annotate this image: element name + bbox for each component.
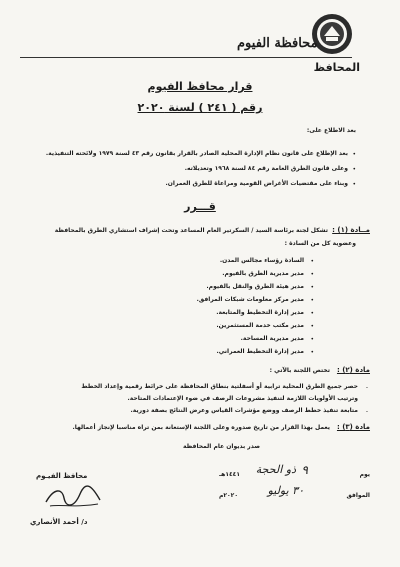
bullet-icon: • [352, 166, 356, 173]
article2-task: وترتيب الأولويات اللازمة لتنفيذ مشروعات الرصف في ضوء الإعتمادات المتاحة. [127, 395, 358, 402]
preamble-item: بعد الإطلاع على قانون نظام الإدارة المحلية الصادر بالقرار بقانون رقم ٤٣ لسنة ١٩٧٩ ولائحته التنفيذية. [45, 150, 348, 157]
article3-label: مادة (٣) : [336, 423, 370, 431]
decided-label: قـــرر [184, 200, 216, 213]
governorate-name: محافظة الفيوم [237, 36, 318, 51]
article1-label: مــادة (١) : [332, 226, 370, 234]
bullet-icon: - [365, 384, 368, 391]
header-divider [20, 57, 352, 58]
bullet-icon: • [352, 181, 356, 188]
hijri-year: ١٤٤١هـ [219, 471, 240, 478]
bullet-icon: • [352, 151, 356, 158]
hijri-day: ٩ [301, 463, 308, 477]
article1-text: وعضوية كل من السادة : [284, 240, 356, 247]
member-item: مدير مديرية الطرق بالفيوم. [222, 270, 304, 277]
hijri-month-handwritten: ذو الحجة [255, 463, 296, 476]
preamble-item: وعلى قانون الطرق العامة رقم ٨٤ لسنة ١٩٦٨ وتعديلاته. [184, 165, 348, 172]
bullet-icon: - [365, 408, 368, 415]
bullet-icon: • [310, 284, 314, 291]
bullet-icon: • [310, 258, 314, 265]
handwritten-signature-icon [40, 482, 106, 512]
member-item: مدير مديرية المساحة. [240, 335, 304, 342]
article3-text: يعمل بهذا القرار من تاريخ صدوره وعلى اللجنة الإستعانة بمن تراه مناسبا لإنجاز أعمالها. [72, 424, 330, 431]
member-item: مدير مكتب خدمة المستثمرين. [216, 322, 304, 329]
day-label: يوم [359, 471, 370, 478]
signatory-name: د/ أحمد الأنصاري [30, 518, 88, 526]
bullet-icon: • [310, 336, 314, 343]
bullet-icon: • [310, 297, 314, 304]
signature-title: محافظ الفيـوم [36, 472, 88, 480]
bullet-icon: • [310, 310, 314, 317]
preamble-item: وبناء على مقتضيات الأغراض القومية ومراعاة للطرق العمران. [165, 180, 348, 187]
greg-year: ٢٠٢٠م [218, 492, 238, 499]
preamble-heading: بعد الاطلاع على: [306, 127, 356, 134]
decree-number: رقم ( ٢٤١ ) لسنة ٢٠٢٠ [137, 101, 263, 114]
greg-date-handwritten: ٣٠ يوليو [267, 484, 304, 497]
member-item: مدير هيئة الطرق والنقل بالفيوم. [206, 283, 304, 290]
bullet-icon: • [310, 323, 314, 330]
article2-label: مادة (٢) : [336, 366, 370, 374]
office-label: المحافظ [313, 61, 360, 74]
bullet-icon: • [310, 271, 314, 278]
member-item: مدير إدارة التخطيط العمراني. [216, 348, 304, 355]
issued-at: صدر بديوان عام المحافظة [183, 443, 260, 450]
corresponding-label: الموافق [346, 492, 370, 499]
member-item: مدير إدارة التخطيط والمتابعة. [216, 309, 304, 316]
bullet-icon: • [310, 349, 314, 356]
article1-text: تشكل لجنة برئاسة السيد / السكرتير العام المساعد وتحت إشراف استشاري الطرق بالمحافظة [54, 227, 328, 234]
member-item: مدير مركز معلومات شبكات المرافق. [196, 296, 304, 303]
member-item: السادة رؤساء مجالس المدن. [219, 257, 304, 264]
decree-heading: قرار محافظ الفيوم [147, 80, 253, 93]
article2-task: متابعة تنفيذ خطط الرصف ووضع مؤشرات القياس وعرض النتائج بصفة دورية. [130, 407, 358, 414]
article2-intro: تختص اللجنة بالآتي : [269, 367, 330, 374]
article2-task: حصر جميع الطرق المحلية ترابية أو أسفلتية بنطاق المحافظة على خرائط رقمية وإعداد الخطط [81, 383, 358, 390]
